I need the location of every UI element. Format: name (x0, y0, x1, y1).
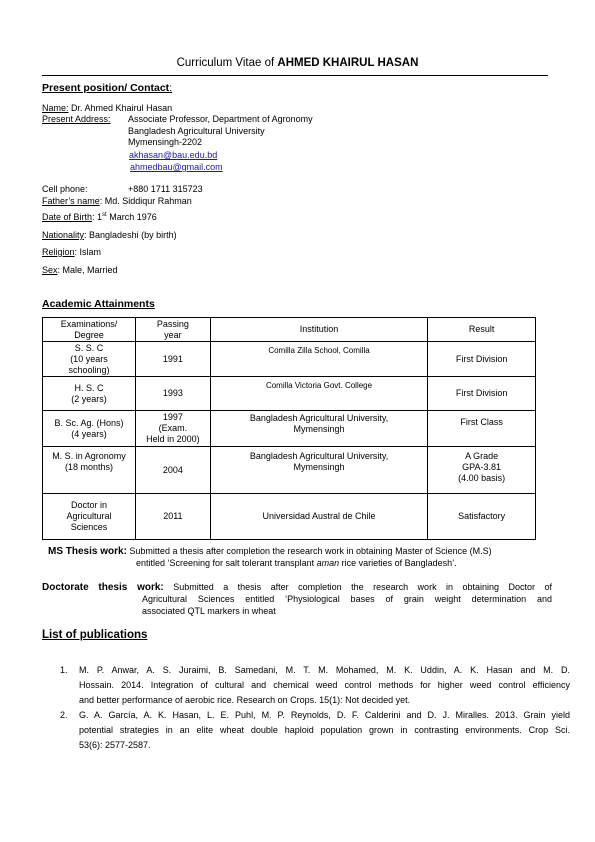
table-row (43, 447, 536, 494)
cell-result: A Grade GPA-3.81 (4.00 basis) (428, 447, 536, 494)
contact-heading (42, 82, 172, 94)
phd-thesis-line-1 (42, 582, 552, 594)
col-header-year (135, 318, 210, 342)
title-rule (42, 75, 548, 76)
publication-line: potential strategies in an elite wheat double haploid population grown in contrasting environments. Crop Sci. (79, 725, 570, 735)
phd-thesis-label: Doctorate thesis work: (42, 582, 164, 593)
dob-row (42, 212, 157, 222)
col-header-result: Result (428, 318, 536, 342)
academic-table (42, 317, 536, 540)
publication-text (79, 663, 570, 708)
title-name: AHMED KHAIRUL HASAN (277, 57, 419, 69)
cell-institution: Comilla Victoria Govt. College (210, 377, 427, 411)
col-header-exam-text: Examinations/ Degree (60, 318, 118, 340)
col-header-institution: Institution (210, 318, 427, 342)
cell-year: 1997 (Exam. Held in 2000) (135, 411, 210, 447)
ms-thesis-line-2 (136, 558, 548, 570)
publications-heading: List of publications (42, 629, 148, 641)
cell-institution: Comilla Zilla School, Comilla (210, 342, 427, 377)
cell-year: 2011 (135, 494, 210, 540)
cell-exam: M. S. in Agronomy (18 months) (43, 447, 136, 494)
address-label-text: Present Address: (42, 114, 111, 124)
cell-institution: Bangladesh Agricultural University, Mymensingh (210, 447, 427, 494)
ms-thesis-text-2a: entitled ‘Screening for salt tolerant transplant (136, 558, 317, 568)
cell-year: 1993 (135, 377, 210, 411)
table-row (43, 411, 536, 447)
cell-institution: Bangladesh Agricultural University, Mymensingh (210, 411, 427, 447)
ms-thesis-label: MS Thesis work: (48, 546, 127, 557)
publication-line: Hossain. 2014. Integration of cultural and chemical weed control methods for higher weed control efficiency (79, 680, 570, 690)
col-header-exam (43, 318, 136, 342)
cell-result: First Division (428, 342, 536, 377)
publication-line: 53(6): 2577-2587. (79, 740, 151, 750)
sex-value: : Male, Married (57, 265, 118, 275)
col-header-year-text: Passing year (156, 318, 189, 340)
cell-exam: Doctor in Agricultural Sciences (43, 494, 136, 540)
dob-sup: st (102, 212, 107, 218)
name-value: Dr. Ahmed Khairul Hasan (71, 103, 173, 113)
email-link-1[interactable]: akhasan@bau.edu.bd (129, 150, 218, 160)
dob-rest: March 1976 (106, 212, 157, 222)
cell-institution: Universidad Austral de Chile (210, 494, 427, 540)
ms-thesis-text-2b: rice varieties of Bangladesh’. (339, 558, 457, 568)
dob-day: : 1 (92, 212, 103, 222)
father-value: : Md. Siddiqur Rahman (99, 196, 192, 206)
religion-row (42, 247, 101, 257)
publication-number: 2. (60, 710, 68, 720)
father-row (42, 196, 192, 206)
table-row (43, 342, 536, 377)
publication-list (60, 663, 570, 753)
publication-text (79, 708, 570, 753)
nationality-value: : Bangladeshi (by birth) (84, 230, 177, 240)
nationality-label: Nationality (42, 230, 85, 240)
publication-line: and better performance of aerobic rice. Research on Crops. 15(1): Not decided yet. (79, 695, 411, 705)
page-title (0, 57, 595, 69)
sex-row (42, 265, 118, 275)
cell-value: +880 1711 315723 (128, 184, 203, 194)
address-line-3: Mymensingh-2202 (128, 137, 203, 147)
list-item (60, 708, 570, 753)
cell-result: First Division (428, 377, 536, 411)
phd-thesis-line-2: Agricultural Sciences entitled ‘Physiological bases of grain weight determination and (142, 594, 552, 604)
cell-exam: B. Sc. Ag. (Hons) (4 years) (43, 411, 136, 447)
cell-result: Satisfactory (428, 494, 536, 540)
contact-heading-text: Present position/ Contact (42, 82, 170, 94)
religion-label: Religion (42, 247, 75, 257)
father-label: Father’s name (42, 196, 100, 206)
cell-exam: S. S. C (10 years schooling) (43, 342, 136, 377)
ms-thesis-text-1: Submitted a thesis after completion the research work in obtaining Master of Science (M.S) (129, 546, 492, 556)
cell-label: Cell phone: (42, 184, 88, 194)
phd-thesis-line-3: associated QTL markers in wheat (142, 606, 276, 616)
ms-thesis-line-1 (48, 546, 548, 558)
table-row (43, 494, 536, 540)
publication-number: 1. (60, 665, 68, 675)
name-label: Name: (42, 103, 69, 113)
title-prefix: Curriculum Vitae of (176, 57, 278, 69)
cell-exam: H. S. C (2 years) (43, 377, 136, 411)
publication-line: G. A. García, A. K. Hasan, L. E. Puhl, M. P. Reynolds, D. F. Calderini and D. J. Miralles. 2013. Grain yield (79, 710, 570, 720)
cell-year: 1991 (135, 342, 210, 377)
cell-result: First Class (428, 411, 536, 447)
table-header-row (43, 318, 536, 342)
ms-thesis-text-2-em: aman (316, 558, 340, 568)
list-item (60, 663, 570, 708)
contact-heading-colon: : (169, 82, 173, 94)
sex-label: Sex (42, 265, 58, 275)
publication-line: M. P. Anwar, A. S. Juraimi, B. Samedani, M. T. M. Mohamed, M. K. Uddin, A. K. Hasan and M. D. (79, 665, 570, 675)
religion-value: : Islam (74, 247, 102, 257)
address-line-1: Associate Professor, Department of Agronomy (128, 114, 313, 124)
dob-label: Date of Birth (42, 212, 93, 222)
address-label (42, 114, 111, 124)
name-row (42, 103, 172, 113)
cell-year: 2004 (135, 447, 210, 494)
table-row (43, 377, 536, 411)
nationality-row (42, 230, 177, 240)
academic-heading: Academic Attainments (42, 298, 155, 310)
phd-thesis-text-1: Submitted a thesis after completion the research work in obtaining Doctor of (173, 582, 552, 592)
email-link-2[interactable]: ahmedbau@gmail.com (130, 162, 223, 172)
address-line-2: Bangladesh Agricultural University (128, 126, 265, 136)
